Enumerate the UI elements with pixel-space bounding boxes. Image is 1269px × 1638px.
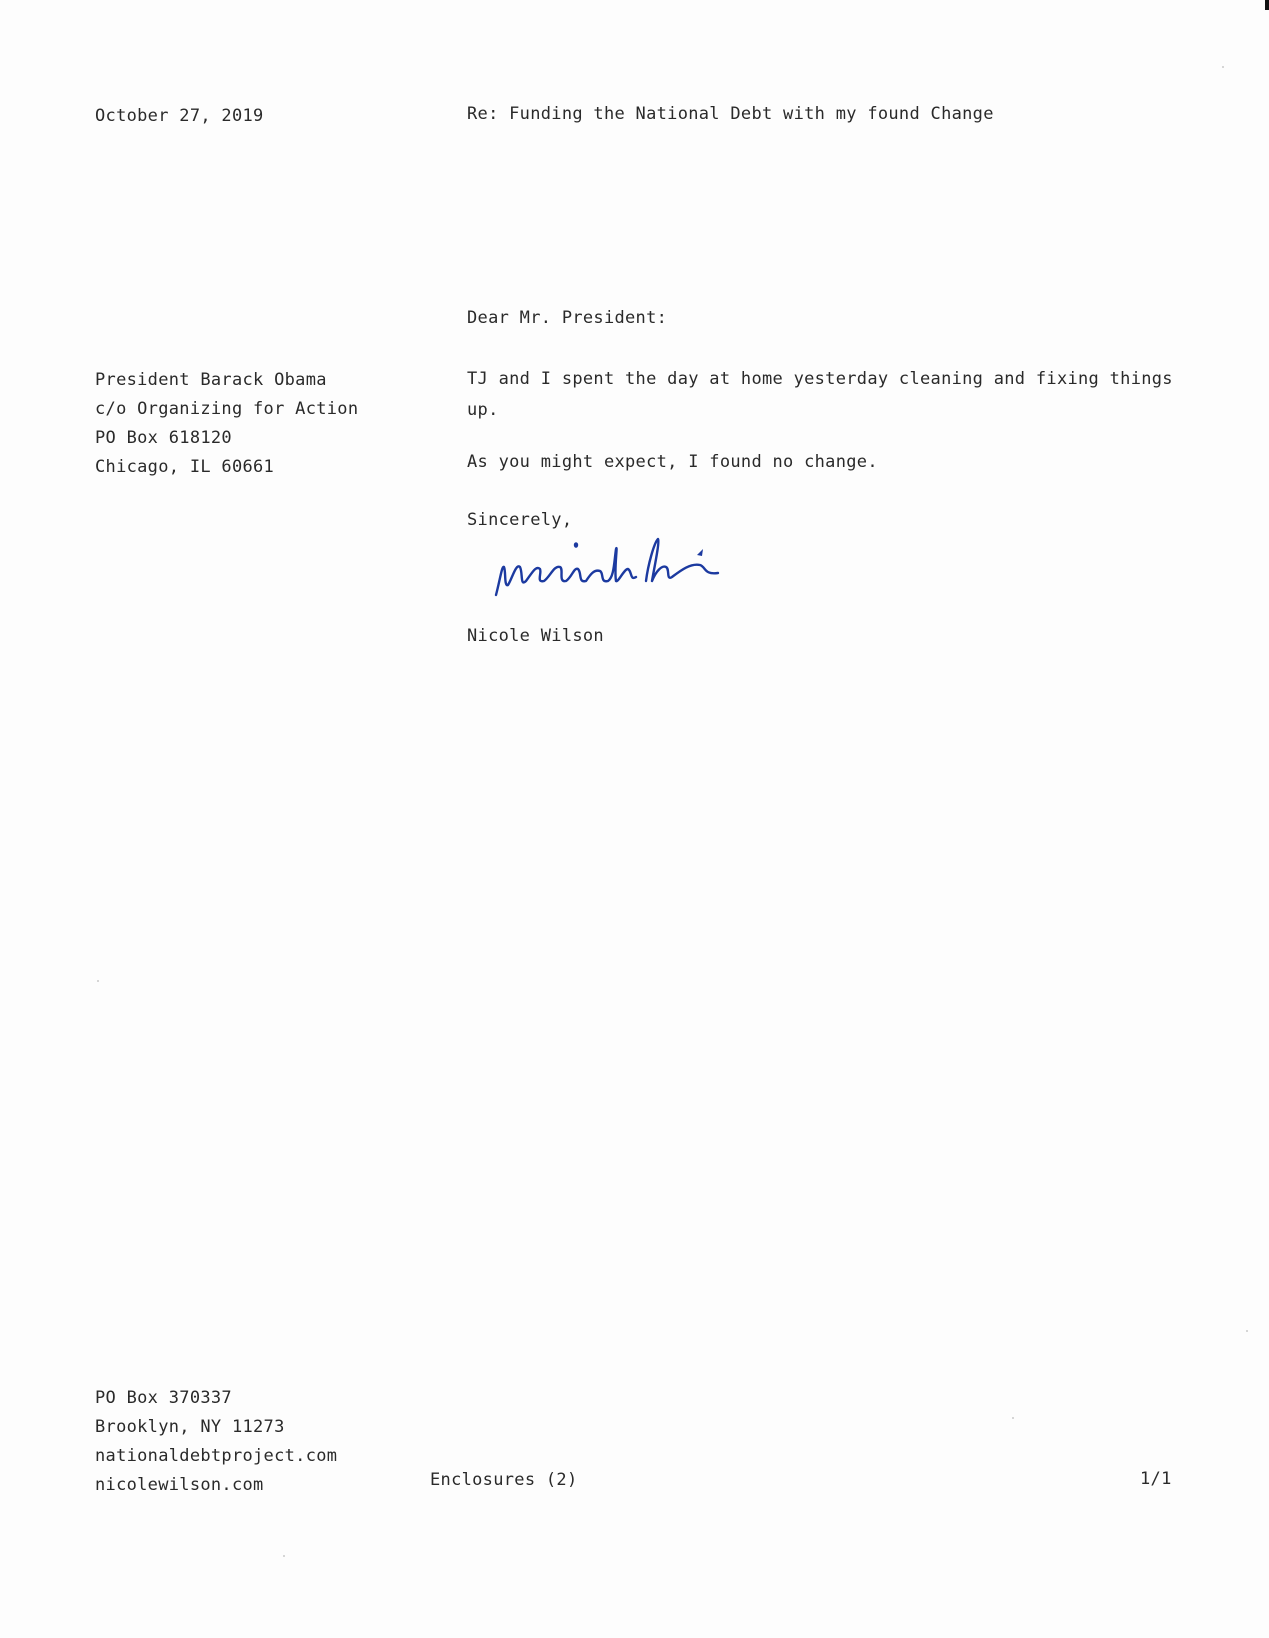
scan-speck xyxy=(1012,1417,1014,1419)
sender-city-state-zip: Brooklyn, NY 11273 xyxy=(95,1417,285,1437)
handwritten-signature xyxy=(490,525,750,615)
letter-date: October 27, 2019 xyxy=(95,106,264,126)
body-paragraph-2: As you might expect, I found no change. xyxy=(467,452,878,472)
letter-subject: Re: Funding the National Debt with my found Change xyxy=(467,104,994,124)
scan-speck xyxy=(1222,66,1224,68)
signer-name: Nicole Wilson xyxy=(467,626,604,646)
scan-speck xyxy=(283,1555,285,1557)
scan-edge-mark xyxy=(1265,0,1269,10)
recipient-address xyxy=(95,366,358,482)
recipient-care-of: c/o Organizing for Action xyxy=(95,399,359,419)
recipient-city-state-zip: Chicago, IL 60661 xyxy=(95,457,275,477)
salutation: Dear Mr. President: xyxy=(467,308,668,328)
scan-speck xyxy=(97,980,99,982)
recipient-po-box: PO Box 618120 xyxy=(95,428,232,448)
sender-address xyxy=(95,1384,337,1500)
sender-website-2: nicolewilson.com xyxy=(95,1475,264,1495)
page-number: 1/1 xyxy=(1140,1469,1172,1489)
closing: Sincerely, xyxy=(467,510,573,530)
body-paragraph-1: TJ and I spent the day at home yesterday cleaning and fixing things up. xyxy=(467,369,1173,420)
enclosures-note: Enclosures (2) xyxy=(430,1470,578,1490)
sender-website-1: nationaldebtproject.com xyxy=(95,1446,338,1466)
recipient-name: President Barack Obama xyxy=(95,370,327,390)
scan-speck xyxy=(1246,1330,1248,1332)
sender-po-box: PO Box 370337 xyxy=(95,1388,232,1408)
